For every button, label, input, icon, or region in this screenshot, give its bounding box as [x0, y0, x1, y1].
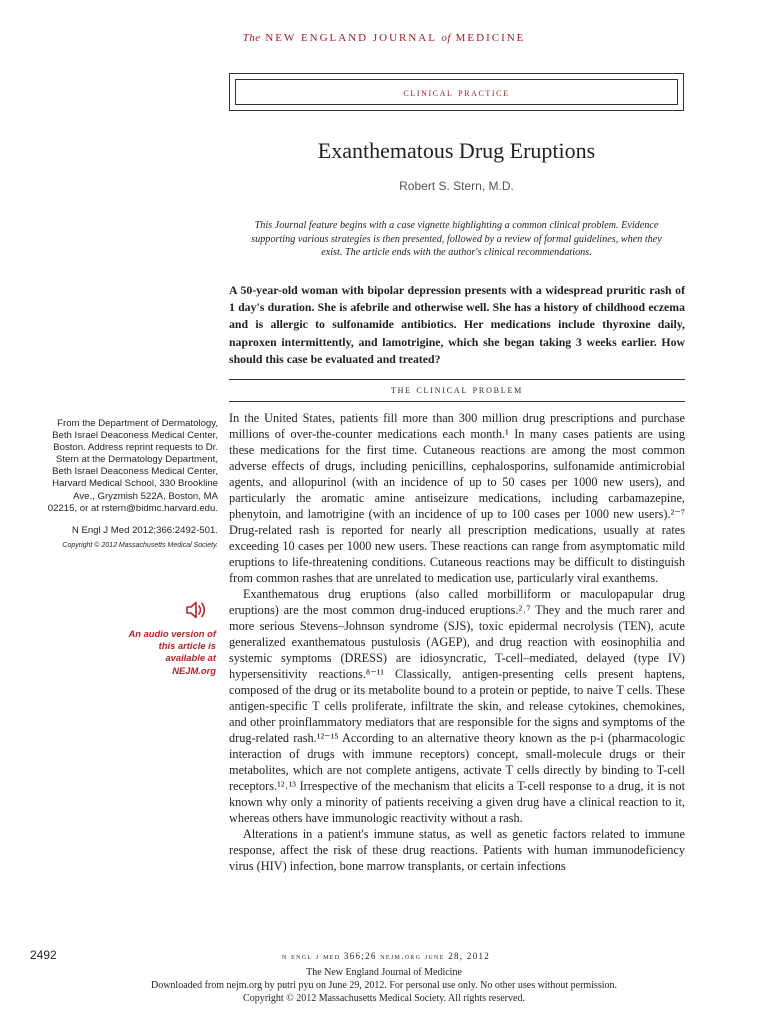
- journal-header-of: of: [441, 32, 451, 44]
- journal-header-the: The: [242, 32, 261, 44]
- section-label: clinical practice: [235, 79, 678, 105]
- section-heading: the clinical problem: [390, 384, 524, 396]
- section-bottom-rule: [229, 401, 685, 402]
- feature-intro: This Journal feature begins with a case vignette highlighting a common clinical problem. Evidence supporting various strategies is then presented, followed by a review of formal guidelines, when they exist. The article ends with the author's clinical recommendations.: [251, 220, 662, 258]
- audio-version-note[interactable]: An audio version of this article is available at NEJM.org: [128, 628, 216, 676]
- section-label-box: [229, 73, 684, 111]
- section-top-rule: [229, 379, 685, 380]
- page-number: 2492: [30, 948, 57, 962]
- copyright-note: Copyright © 2012 Massachusetts Medical Society.: [62, 541, 218, 549]
- download-notice-journal: The New England Journal of Medicine: [306, 967, 462, 978]
- author-byline: Robert S. Stern, M.D.: [399, 179, 514, 193]
- download-notice-copyright: Copyright © 2012 Massachusetts Medical Society. All rights reserved.: [243, 993, 525, 1004]
- download-notice-usage: Downloaded from nejm.org by putri pyu on June 29, 2012. For personal use only. No other uses without permission.: [150, 980, 618, 991]
- body-paragraph: Exanthematous drug eruptions (also called morbilliform or maculopapular drug eruptions) are the most common drug-induced eruptions.²˒⁷ They and the much rarer and more serious Stevens–Johnson syndrome (SJS), toxic epidermal necrolysis (TEN), acute generalized exanthematous pustulosis (AGEP), and drug reaction with eosinophilia and systemic symptoms (DRESS) are idiosyncratic, T-cell–mediated, delayed (type IV) hypersensitivity reactions.⁸⁻¹¹ Classically, antigen-presenting cells present haptens, composed of the drug or its metabolite bound to a protein or peptide, to naive T cells. These antigen-specific T cells proliferate, infiltrate the skin, and release cytokines, chemokines, and other proinflammatory mediators that are responsible for the signs and symptoms of the drug-related rash.¹²⁻¹⁵ According to an alternative theory known as the p-i (pharmacologic interaction of drugs with immune receptors) concept, small-molecule drugs or their metabolites, which are not complete antigens, activate T cells directly by binding to T-cell receptors.¹²˒¹³ Irrespective of the mechanism that elicits a T-cell response to a drug, it is not known why only a minority of patients receiving a given drug have a clinical reaction to it, whereas others have immunologic reactivity without a rash.: [229, 587, 685, 825]
- journal-header-name: NEW ENGLAND JOURNAL: [265, 32, 437, 44]
- article-body: [229, 410, 685, 874]
- download-notice: [0, 966, 768, 1005]
- body-paragraph: Alterations in a patient's immune status, as well as genetic factors related to immune response, affect the risk of these drug reactions. Patients with human immunodeficiency virus (HIV) infection, bone marrow transplants, or certain infections: [229, 827, 685, 873]
- audio-speaker-icon[interactable]: [185, 600, 209, 620]
- case-vignette: A 50-year-old woman with bipolar depression presents with a widespread pruritic rash of 1 day's duration. She is afebrile and otherwise well. She has a history of childhood eczema and is allergic to sulfonamide antibiotics. Her medications include thyroxine daily, naproxen intermittently, and lamotrigine, which she began taking 3 weeks earlier. How should this case be evaluated and treated?: [229, 283, 685, 366]
- author-affiliation: From the Department of Dermatology, Beth Israel Deaconess Medical Center, Boston. Address reprint requests to Dr. Stern at the Dermatology Department, Beth Israel Deaconess Medical Center, Harvard Medical School, 330 Brookline Ave., Gryzmish 522A, Boston, MA 02215, or at rstern@bidmc.harvard.edu.: [47, 418, 218, 514]
- running-footer: n engl j med 366;26 nejm.org june 28, 2012: [282, 951, 491, 961]
- journal-header: [0, 32, 768, 44]
- journal-header-medicine: MEDICINE: [455, 32, 526, 44]
- citation: N Engl J Med 2012;366:2492-501.: [71, 524, 218, 536]
- article-title: Exanthematous Drug Eruptions: [317, 138, 596, 163]
- sidebar: [42, 418, 218, 552]
- body-paragraph: In the United States, patients fill more than 300 million drug prescriptions and purchase millions of over-the-counter medications each month.¹ In many cases patients are using these medications for the first time. Cutaneous reactions are among the most common adverse effects of drugs, including penicillins, cephalosporins, sulfonamide antimicrobial agents, and allopurinol (with an incidence of up to 50 cases per 1000 new users), and particularly the aromatic amine antiseizure medications, including carbamazepine, phenytoin, and lamotrigine (with an incidence of up to 100 cases per 1000 new users).²⁻⁷ Drug-related rash is reported for nearly all prescription medications, usually at rates exceeding 10 cases per 1000 new users. These reactions can range from asymptomatic mild eruptions to life-threatening conditions. Cutaneous reactions may be difficult to distinguish from common rashes that are unrelated to medication use, particularly viral exanthems.: [229, 411, 685, 585]
